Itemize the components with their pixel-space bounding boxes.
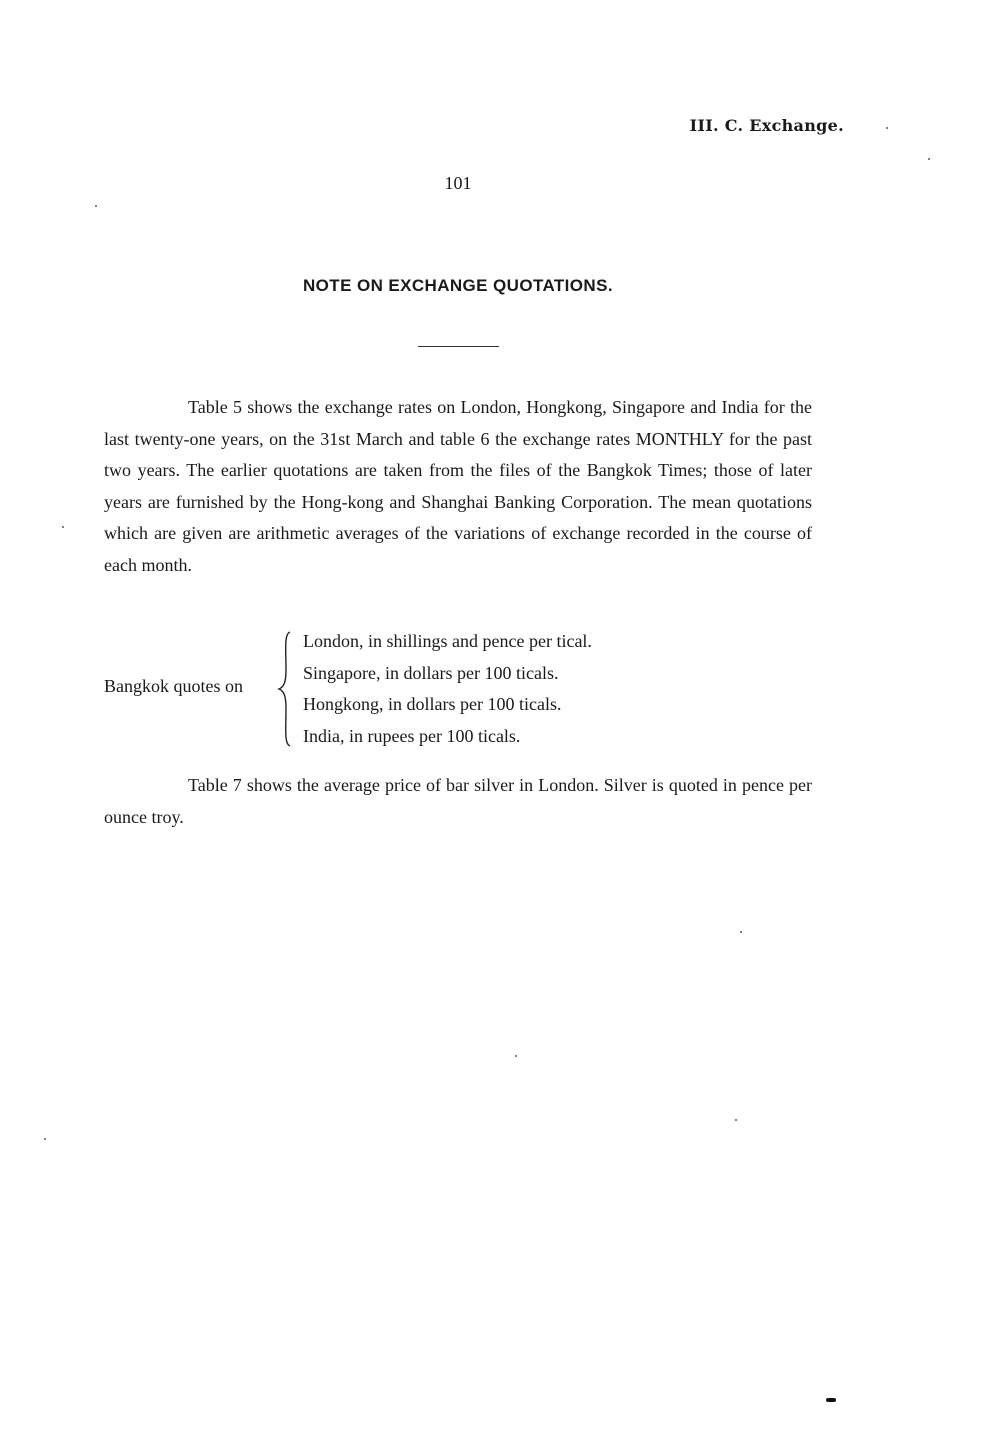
scan-speck [740,931,742,933]
scan-speck [95,205,97,207]
title-divider [418,346,499,347]
page-number: 101 [444,173,472,193]
scan-speck [886,127,888,129]
section-label: III. C. Exchange. [689,116,844,135]
quote-item-india: India, in rupees per 100 ticals. [303,725,521,746]
quote-item-singapore: Singapore, in dollars per 100 ticals. [303,662,559,683]
intro-paragraph: Table 5 shows the exchange rates on London, Hongkong, Singapore and India for the last twenty-one years, on the 31st March and table 6 the exchange rates MONTHLY for the past two years. The earlier quotations are taken from the files of the Bangkok Times; those of later years are furnished by the Hong-kong and Shanghai Banking Corporation. The mean quotations which are given are arithmetic averages of the variations of exchange recorded in the course of each month. [104,397,812,575]
quotes-list [303,626,592,752]
scan-speck [735,1119,737,1121]
page-title: NOTE ON EXCHANGE QUOTATIONS. [303,276,613,295]
quote-item-london: London, in shillings and pence per tical. [303,631,592,651]
scan-speck [62,526,64,528]
silver-paragraph: Table 7 shows the average price of bar silver in London. Silver is quoted in pence per ounce troy. [104,775,812,827]
scan-speck [928,158,930,160]
scan-speck [44,1138,46,1140]
curly-brace-icon [276,630,294,748]
scan-blot [826,1398,836,1402]
quote-item-hongkong: Hongkong, in dollars per 100 ticals. [303,694,562,714]
scan-speck [515,1055,517,1057]
quotes-label: Bangkok quotes on [104,676,243,696]
